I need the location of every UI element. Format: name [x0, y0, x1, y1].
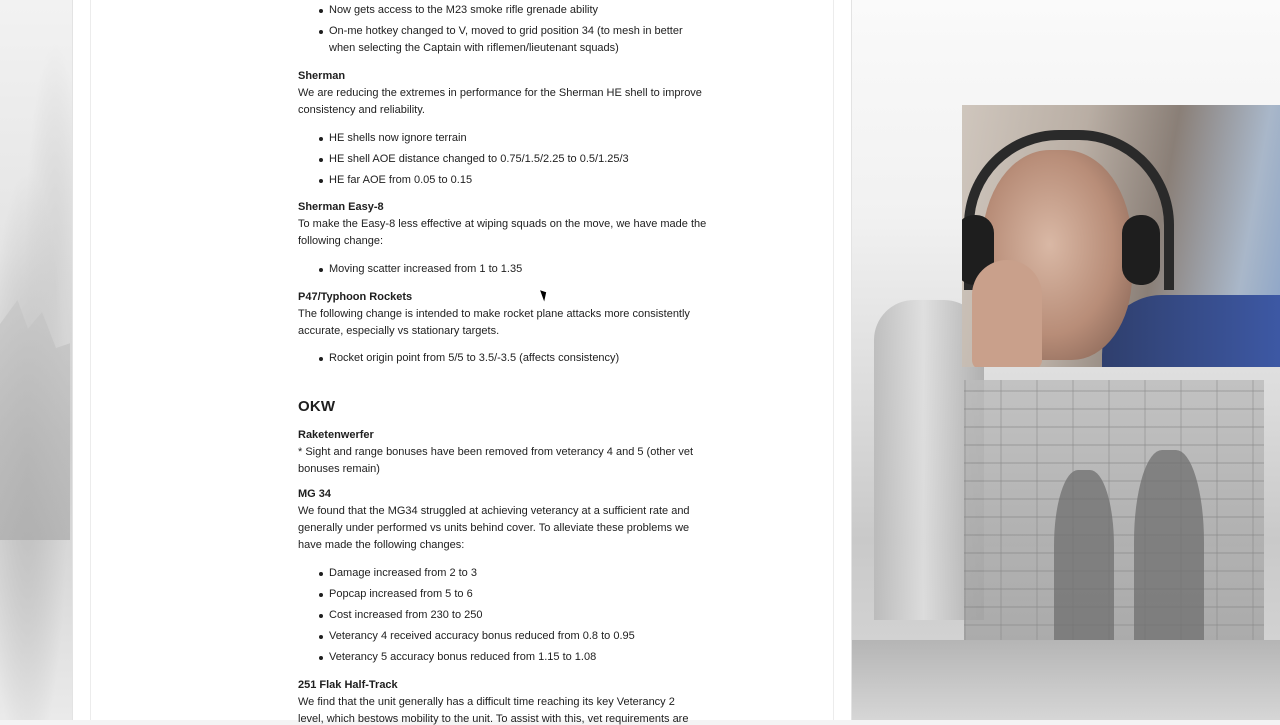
paragraph: * Sight and range bonuses have been removed from veterancy 4 and 5 (other vet	[298, 446, 694, 458]
paragraph: generally under performed vs units behind cover. To alleviate these problems we	[298, 522, 690, 534]
list-item: Veterancy 4 received accuracy bonus reduced from 0.8 to 0.95	[329, 630, 635, 642]
paragraph: We find that the unit generally has a difficult time reaching its key Veterancy 2	[298, 696, 675, 708]
paragraph: consistency and reliability.	[298, 104, 425, 116]
paragraph: We found that the MG34 struggled at achieving veterancy at a sufficient rate and	[298, 505, 690, 517]
section-heading-okw: OKW	[298, 398, 336, 415]
list-item: On-me hotkey changed to V, moved to grid position 34 (to mesh in better	[329, 25, 683, 37]
list-item-continued: when selecting the Captain with riflemen/lieutenant squads)	[329, 42, 619, 54]
paragraph: have made the following changes:	[298, 539, 465, 551]
streamer-hand	[972, 260, 1042, 367]
list-item: Veterancy 5 accuracy bonus reduced from 1.15 to 1.08	[329, 651, 597, 663]
unit-heading-p47: P47/Typhoon Rockets	[298, 291, 413, 303]
paragraph: following change:	[298, 235, 384, 247]
unit-heading-mg34: MG 34	[298, 488, 332, 500]
ground	[834, 640, 1280, 720]
list-item: Damage increased from 2 to 3	[329, 567, 477, 579]
paragraph: We are reducing the extremes in performance for the Sherman HE shell to improve	[298, 87, 702, 99]
unit-heading-flak-halftrack: 251 Flak Half-Track	[298, 679, 398, 691]
soldier-silhouette	[1054, 470, 1114, 660]
unit-heading-raketenwerfer: Raketenwerfer	[298, 429, 374, 441]
unit-heading-sherman: Sherman	[298, 70, 346, 82]
unit-heading-easy8: Sherman Easy-8	[298, 201, 384, 213]
ruin-silhouette	[0, 300, 70, 540]
list-item: Cost increased from 230 to 250	[329, 609, 483, 621]
list-item: HE shell AOE distance changed to 0.75/1.5/2.25 to 0.5/1.25/3	[329, 153, 629, 165]
list-item: HE far AOE from 0.05 to 0.15	[329, 174, 473, 186]
paragraph: bonuses remain)	[298, 463, 380, 475]
streamer-shirt	[1102, 295, 1280, 367]
paragraph: accurate, especially vs stationary targets.	[298, 325, 500, 337]
headphone-earcup	[1122, 215, 1160, 285]
webcam-overlay	[962, 105, 1280, 367]
list-item: Rocket origin point from 5/5 to 3.5/-3.5 (affects consistency)	[329, 352, 620, 364]
list-item: Moving scatter increased from 1 to 1.35	[329, 263, 523, 275]
paragraph: The following change is intended to make rocket plane attacks more consistently	[298, 308, 690, 320]
list-item: HE shells now ignore terrain	[329, 132, 467, 144]
list-item: Popcap increased from 5 to 6	[329, 588, 473, 600]
paragraph: To make the Easy-8 less effective at wiping squads on the move, we have made the	[298, 218, 707, 230]
list-item: Now gets access to the M23 smoke rifle grenade ability	[329, 4, 599, 16]
paragraph: level, which bestows mobility to the unit. To assist with this, vet requirements are	[298, 713, 689, 725]
building-silhouette	[964, 380, 1264, 680]
